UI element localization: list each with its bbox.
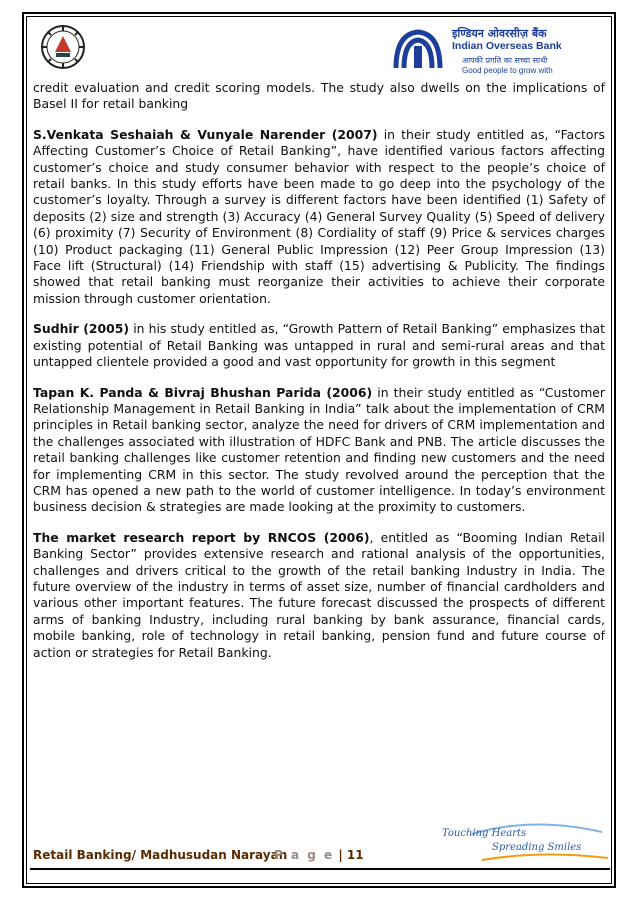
institution-emblem-icon <box>40 24 86 70</box>
paragraph-heading: Tapan K. Panda & Bivraj Bhushan Parida (2006) <box>33 384 373 400</box>
bank-hindi-tagline: आपकी प्रगति का सच्चा साथी <box>462 56 548 65</box>
paragraph-heading: Sudhir (2005) <box>33 321 130 337</box>
paragraph-text: , entitled as “Booming Indian Retail Banking Sector” provides extensive research and rational analysis of the opportunities, challenges and drivers critical to the growth of the retail banking Industry in India. The future overview of the industry in terms of asset size, number of financial cardholders and various other important features. The future forecast discussed the prospects of different arms of banking Industry, including rural banking by bank assurance, financial cards, mobile banking, role of technology in retail banking, pension fund and future course of action or strategies for Retail Banking. <box>33 529 605 660</box>
slogan-logo <box>442 820 610 864</box>
paragraph <box>33 80 605 113</box>
bank-hindi-name: इण्डियन ओवरसीज़ बैंक <box>452 27 547 40</box>
paragraph-text: in his study entitled as, “Growth Pattern of Retail Banking” emphasizes that existing potential of Retail Banking was untapped in rural and semi-rural areas and that untapped clientele provided a good and vast opportunity for growth in this segment <box>33 321 606 370</box>
footer-rule <box>30 868 610 870</box>
slogan-line-2: Spreading Smiles <box>492 842 582 853</box>
bank-tagline: Good people to grow with <box>462 66 553 75</box>
page-label: P a g e <box>274 848 335 862</box>
paragraph <box>33 530 605 661</box>
bank-emblem-icon <box>390 28 446 70</box>
footer-page-number <box>274 848 364 862</box>
bank-name: Indian Overseas Bank <box>452 40 562 52</box>
paragraph-text: in their study entitled as, “Factors Affecting Customer’s Choice of Retail Banking”, have identified various factors affecting customer’s choice and study consumer behavior with respect to the people’s choice of retail banks. In this study efforts have been made to go deep into the psychology of the customer’s loyalty. Through a survey is different factors have been identified (1) Safety of deposits (2) size and strength (3) Accuracy (4) General Survey Quality (5) Speed of delivery (6) proximity (7) Security of Environment (8) Cordiality of staff (9) Price & services charges (10) Product packaging (11) General Public Impression (12) Peer Group Impression (13) Face lift (Structural) (14) Friendship with staff (15) advertising & Publicity. The findings showed that retail banking must reorganize their activities to achieve their corporate mission through customer orientation. <box>33 126 605 306</box>
paragraph-heading: S.Venkata Seshaiah & Vunyale Narender (2007) <box>33 126 378 142</box>
paragraph-text: in their study entitled as “Customer Relationship Management in Retail Banking in India” talk about the implementation of CRM principles in Retail banking sector, analyze the need for drivers of CRM implementation and the challenges associated with illustration of HDFC Bank and PNB. The article discusses the retail banking challenges like customer retention and finding new customers and the need for implementing CRM in this sector. The study revolved around the perception that the CRM has opened a new path to the world of customer intelligence. In today’s environment business decision & strategies are made looking at the proximity to customers. <box>33 384 605 515</box>
bank-logo <box>390 24 610 78</box>
footer-author: Retail Banking/ Madhusudan Narayan <box>33 848 288 862</box>
paragraph-text: credit evaluation and credit scoring models. The study also dwells on the implications of Basel II for retail banking <box>33 80 605 112</box>
paragraph-heading: The market research report by RNCOS (2006) <box>33 529 370 545</box>
slogan-line-1: Touching Hearts <box>442 828 527 839</box>
page-header <box>30 18 610 80</box>
paragraph <box>33 385 605 516</box>
page-footer <box>30 820 610 884</box>
paragraph <box>33 127 605 307</box>
paragraph <box>33 321 605 370</box>
page-separator: | <box>338 848 343 862</box>
page-number: 11 <box>346 848 364 862</box>
document-body <box>33 80 605 675</box>
